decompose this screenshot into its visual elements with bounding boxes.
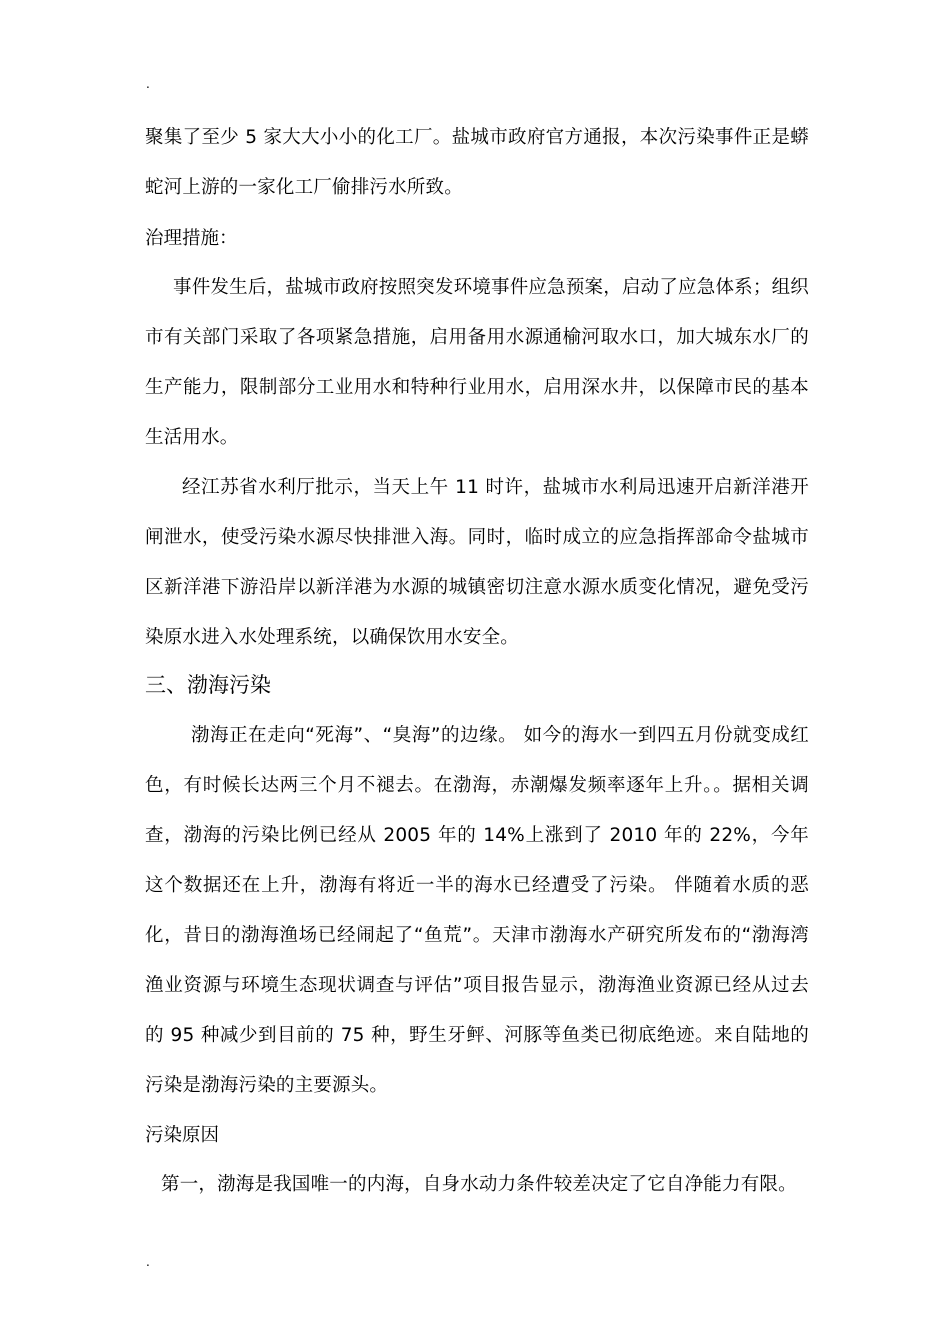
paragraph-cause-one: 第一，渤海是我国唯一的内海，自身水动力条件较差决定了它自净能力有限。: [161, 1174, 797, 1195]
footer-mark: .: [146, 1255, 150, 1269]
paragraph-bohai-pollution: 渤海正在走向“死海”、“臭海”的边缘。 如今的海水一到四五月份就变成红色，有时候长达两三个月不褪去。在渤海，赤潮爆发频率逐年上升。。据相关调查，渤海的污染比例已经从 2005 年的 14%上涨到了 2010 年的 22%，今年这个数据还在上升，渤海有将近一半的海水已经遭受了污染。 伴随着水质的恶化，昔日的渤海渔场已经闹起了“鱼荒”。天津市渤海水产研究所发布的“渤海湾渔业资源与环境生态现状调查与评估”项目报告显示，渤海渔业资源已经从过去的 95 种减少到目前的 75 种，野生牙鲆、河豚等鱼类已彻底绝迹。来自陆地的污染是渤海污染的主要源头。: [145, 725, 809, 1096]
label-pollution-cause: 污染原因: [145, 1125, 220, 1146]
paragraph-emergency-response: 事件发生后，盐城市政府按照突发环境事件应急预案，启动了应急体系；组织市有关部门采取了各项紧急措施，启用备用水源通榆河取水口，加大城东水厂的生产能力，限制部分工业用水和特种行业用水，启用深水井，以保障市民的基本生活用水。: [145, 277, 809, 448]
paragraph-chemical-plants: 聚集了至少 5 家大大小小的化工厂。盐城市政府官方通报，本次污染事件正是蟒蛇河上游的一家化工厂偷排污水所致。: [145, 127, 809, 198]
section-heading-bohai: 三、渤海污染: [145, 673, 271, 697]
label-treatment-measures: 治理措施：: [145, 228, 238, 249]
header-mark: .: [146, 77, 150, 91]
paragraph-flood-discharge: 经江苏省水利厅批示，当天上午 11 时许，盐城市水利局迅速开启新洋港开闸泄水，使受污染水源尽快排泄入海。同时，临时成立的应急指挥部命令盐城市区新洋港下游沿岸以新洋港为水源的城镇密切注意水源水质变化情况，避免受污染原水进入水处理系统，以确保饮用水安全。: [145, 477, 809, 648]
